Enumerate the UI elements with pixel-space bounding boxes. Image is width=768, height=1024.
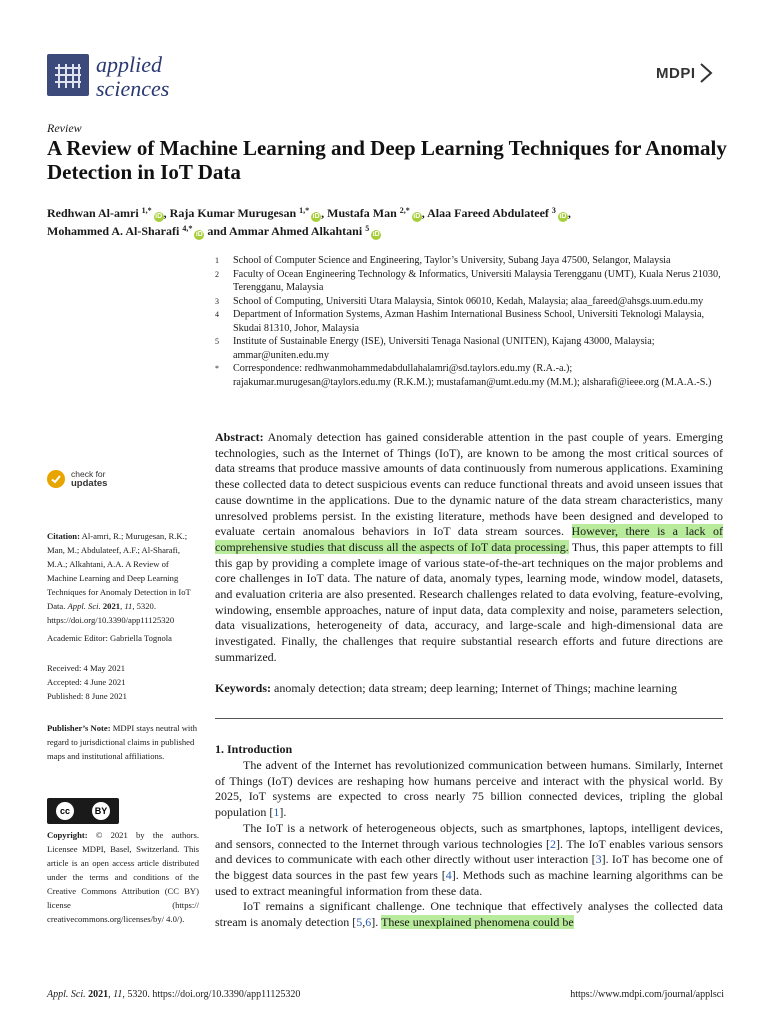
publishers-note-text: MDPI stays neutral with regard to jurisdictional claims in published maps and institutional affiliations. — [47, 723, 197, 761]
author-sup: 2,* — [399, 206, 410, 215]
citation-link[interactable]: 2 — [550, 836, 556, 851]
intro-paragraph-1 — [215, 758, 723, 821]
citation-link[interactable]: 4 — [445, 867, 452, 882]
abstract — [215, 430, 723, 666]
author-list: Redhwan Al-amri $^{1,*}$iD , Raja Kumar Murugesan $^{1,*}$iD , Mustafa Man $^{2,*}$iD , Alaa Fareed Abdulateef $^3$iD , Mohammed A. Al-Sharafi $^{4,*}$iD and Ammar Ahmed Alkahtani $^5$iD — [47, 206, 571, 238]
footer-citation: Appl. Sci. 2021, 11, 5320. https://doi.org/10.3390/app11125320 — [47, 989, 301, 1000]
page-title: A Review of Machine Learning and Deep Learning Techniques for Anomaly Detection in IoT Data — [47, 136, 727, 184]
cc-icon: cc — [56, 802, 74, 820]
by-icon: BY — [92, 802, 110, 820]
affiliation-item — [215, 254, 725, 268]
orcid-icon[interactable]: iD — [155, 213, 163, 220]
intro-highlight: These unexplained phenomena could be — [381, 915, 574, 930]
published-date: Published: 8 June 2021 — [47, 691, 127, 701]
author-sup: 1,* — [141, 206, 152, 215]
orcid-icon[interactable]: iD — [312, 213, 320, 220]
citation-volume: 11 — [124, 601, 133, 611]
affiliation-text: Institute of Sustainable Energy (ISE), Universiti Tenaga Nasional (UNITEN), Kajang 43000, Malaysia; ammar@uniten.edu.my — [233, 336, 655, 361]
keywords-label: Keywords: — [215, 681, 271, 695]
orcid-icon[interactable]: iD — [559, 213, 567, 220]
citation-link[interactable]: 5 — [356, 915, 363, 930]
check-updates-line1: check for — [71, 469, 106, 479]
intro-text: ]. — [371, 915, 382, 930]
abstract-text: Anomaly detection has gained considerable attention in the past couple of years. Emerging technologies, such as the Internet of Things (IoT), are known to be among the most critical sources of data streams that produce massive amounts of data continuously from numerous applications. Examining these collected data to detect suspicious events can reduce functional threats and avoid unseen issues that cause downtime in the applications. Due to the dynamic nature of the data stream characteristics, many unresolved problems persist. In the existing literature, methods have been designed and developed to evaluate certain anomalous behaviors in IoT data stream sources. — [215, 430, 724, 539]
publisher-name: MDPI — [656, 64, 696, 82]
keywords — [215, 681, 723, 697]
author-sup: 5 — [365, 224, 370, 233]
check-updates-icon — [47, 470, 65, 488]
affiliation-num: 3 — [215, 296, 219, 306]
publisher-logo-icon — [699, 62, 715, 84]
affiliation-num: * — [215, 364, 219, 373]
authors-and: and — [207, 224, 227, 238]
citation-block: Citation: Al-amri, R.; Murugesan, R.K.; Man, M.; Abdulateef, A.F.; Al-Sharafi, M.A.; Alkahtani, A.A. A Review of Machine Learning and Deep Learning Techniques for Anomaly Detection in IoT Data. Appl. Sci. 2021, 11, 5320. https://doi.org/10.3390/app11125320 — [47, 531, 191, 625]
footer-journal-link[interactable]: https://www.mdpi.com/journal/applsci — [570, 989, 724, 1000]
publisher-logo — [656, 62, 722, 84]
affiliation-text: School of Computer Science and Engineering, Taylor’s University, Subang Jaya 47500, Selangor, Malaysia — [233, 255, 671, 266]
journal-name-line1: applied — [96, 52, 162, 77]
intro-text: ]. IoT has become one of the biggest data sources in the past few years [ — [215, 852, 723, 882]
intro-paragraph-2 — [215, 821, 723, 900]
publishers-note — [47, 721, 199, 763]
intro-text: The IoT is a network of heterogeneous objects, such as smartphones, laptops, intelligent devices, and sensors, connected to the Internet through various technologies [ — [215, 820, 723, 851]
citation-label: Citation: — [47, 531, 80, 541]
copyright-block — [47, 828, 199, 926]
affiliations — [215, 254, 725, 389]
abstract-highlight: However, there is a lack of comprehensive studies that discuss all the aspects of IoT data processing. — [215, 524, 724, 554]
affiliation-text: Department of Information Systems, Azman Hashim International Business School, Universiti Teknologi Malaysia, Skudai 81310, Johor, Malaysia — [233, 309, 705, 334]
intro-text: The advent of the Internet has revolutionized communication between humans. Similarly, Internet of Things (IoT) devices are reshaping how humans perceive and interact with the physical world. By 2025, IoT systems are expected to cross nearly 75 billion connected devices, tripling the global population [ — [215, 758, 723, 820]
intro-text: ]. — [279, 805, 287, 820]
dates-block — [47, 661, 199, 703]
abstract-label: Abstract: — [215, 430, 264, 444]
cc-by-license-badge[interactable] — [47, 798, 119, 824]
citation-journal: Appl. Sci. — [67, 601, 101, 611]
section-heading: 1. Introduction — [215, 742, 293, 756]
intro-text: IoT remains a significant challenge. One technique that effectively analyses the collected data stream is anomaly detection [ — [215, 899, 723, 930]
copyright-text: © 2021 by the authors. Licensee MDPI, Basel, Switzerland. This article is an open access article distributed under the terms and conditions of the Creative Commons Attribution (CC BY) license (https:// creativecommons.org/licenses/by/ 4.0/). — [47, 830, 199, 924]
academic-editor: Academic Editor: Gabriella Tognola — [47, 633, 172, 643]
citation-text: Al-amri, R.; Murugesan, R.K.; Man, M.; Abdulateef, A.F.; Al-Sharafi, M.A.; Alkahtani, A.A. A Review of Machine Learning and Deep Learning Techniques for Anomaly Detection in IoT Data. — [47, 531, 191, 611]
intro-paragraph-3 — [215, 899, 723, 930]
check-for-updates-button[interactable] — [47, 470, 107, 488]
affiliation-text: Faculty of Ocean Engineering Technology & Informatics, Universiti Malaysia Terengganu (UMT), Kuala Nerus 21030, Terengganu, Malaysia — [233, 268, 721, 293]
check-updates-label — [71, 470, 107, 488]
author-name[interactable]: Mohammed A. Al-Sharafi — [47, 224, 180, 238]
affiliation-num: 4 — [215, 310, 219, 319]
affiliation-text: School of Computing, Universiti Utara Malaysia, Sintok 06010, Kedah, Malaysia; alaa_fareed@ahsgs.uum.edu.my — [233, 295, 704, 307]
affiliation-text: Correspondence: redhwanmohammedabdullahalamri@sd.taylors.edu.my (R.A.-a.); rajakumar.murugesan@taylors.edu.my (R.K.M.); mustafaman@umt.edu.my (M.M.); alsharafi@ieee.org (M.A.A.-S.) — [233, 363, 712, 388]
citation-link[interactable]: 3 — [595, 852, 602, 867]
footer-volume: 11 — [113, 989, 123, 1000]
affiliation-item — [215, 268, 725, 295]
accepted-date: Accepted: 4 June 2021 — [47, 677, 126, 687]
author-sup: 3 — [551, 206, 556, 215]
article-type: Review — [47, 121, 82, 135]
affiliation-num: 5 — [215, 337, 219, 346]
orcid-icon[interactable]: iD — [195, 231, 203, 238]
footer-journal: Appl. Sci. — [47, 989, 86, 1000]
abstract-text-end: Thus, this paper attempts to fill this gap by providing a complete image of various state-of-the-art techniques on the major problems and core challenges in IoT data. The nature of data, anomaly types, learning mode, window model, datasets, and evaluation criteria are also presented. Research challenges related to data evolving, feature-evolving, windowing, ensemble approaches, nature of input data, data complexity and noise, parameters selection, data visualizations, heterogeneity of data, accuracy, and large-scale and high-dimensional data are investigated. Finally, the challenges that require substantial research efforts and future directions are summarized. — [215, 539, 723, 664]
author-name[interactable]: Mustafa Man — [327, 206, 397, 220]
intro-body — [215, 758, 723, 931]
footer-year: 2021 — [88, 989, 109, 1000]
affiliation-num: 2 — [215, 269, 219, 279]
footer-doi[interactable]: , 5320. https://doi.org/10.3390/app11125320 — [122, 989, 301, 1000]
orcid-icon[interactable]: iD — [413, 213, 421, 220]
divider — [215, 718, 723, 719]
copyright-label: Copyright: — [47, 830, 88, 840]
journal-name-line2: sciences — [96, 76, 170, 101]
journal-name — [96, 53, 169, 101]
author-name[interactable]: Alaa Fareed Abdulateef — [427, 206, 549, 220]
author-name[interactable]: Ammar Ahmed Alkahtani — [229, 224, 363, 238]
received-date: Received: 4 May 2021 — [47, 663, 126, 673]
citation-doi[interactable]: , 5320. https://doi.org/10.3390/app11125320 — [47, 601, 175, 625]
correspondence-item — [215, 362, 725, 389]
affiliation-item — [215, 308, 725, 335]
intro-text: ]. The IoT enables various sensors and devices to communicate with each other directly without user interaction [ — [215, 836, 724, 867]
author-sup: 4,* — [182, 224, 193, 233]
intro-text: ]. Methods such as machine learning algorithms can be used to extract meaningful information from these data. — [215, 867, 723, 898]
page-footer — [47, 989, 724, 1000]
orcid-icon[interactable]: iD — [372, 231, 380, 238]
author-name[interactable]: Raja Kumar Murugesan — [169, 206, 297, 220]
author-sup: 1,* — [299, 206, 310, 215]
citation-link[interactable]: 1 — [273, 805, 280, 820]
affiliation-num: 1 — [215, 256, 219, 265]
affiliation-item — [215, 295, 725, 309]
author-name[interactable]: Redhwan Al-amri — [47, 206, 139, 220]
intro-text: , — [362, 915, 366, 930]
citation-year: 2021 — [102, 601, 121, 611]
journal-logo-icon — [47, 54, 89, 96]
keywords-text: anomaly detection; data stream; deep learning; Internet of Things; machine learning — [274, 681, 677, 695]
check-updates-line2: updates — [71, 478, 108, 489]
citation-link[interactable]: 6 — [365, 915, 372, 930]
publishers-note-label: Publisher’s Note: — [47, 723, 111, 733]
affiliation-item — [215, 335, 725, 362]
